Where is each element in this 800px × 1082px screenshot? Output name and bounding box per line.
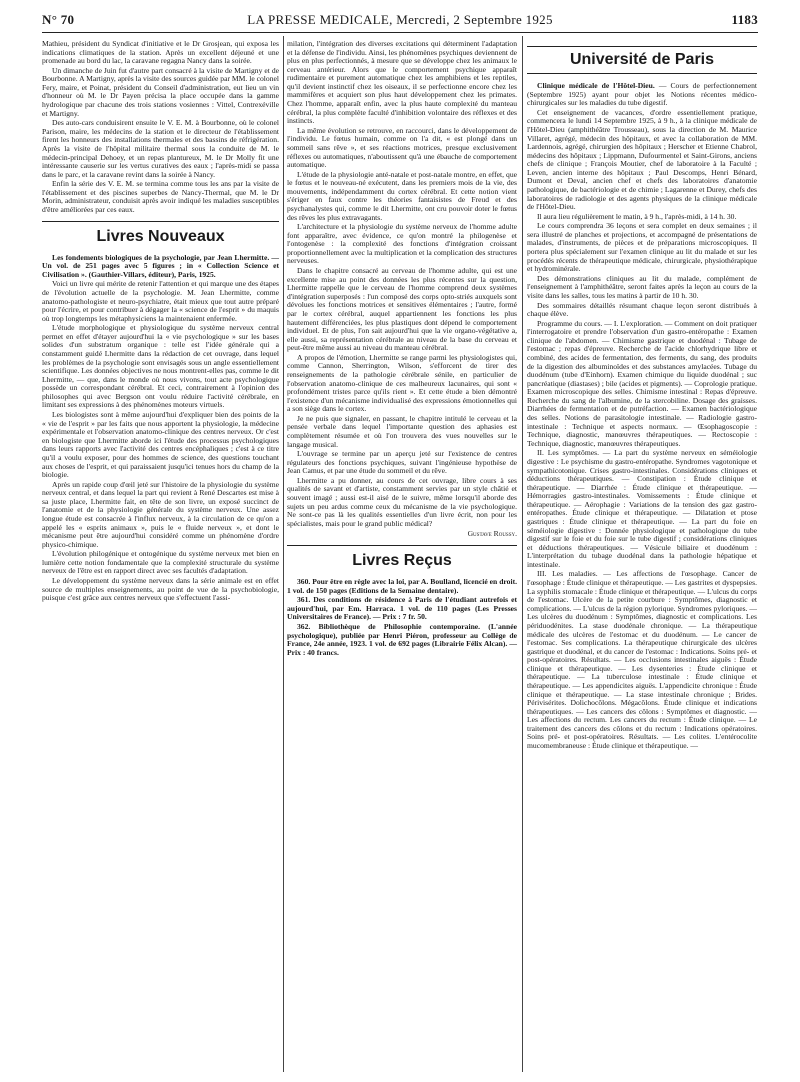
paragraph: Après un rapide coup d'œil jeté sur l'histoire de la physiologie du système nerveux central, et dans lequel la part qui revient à René Descartes est mise à sa juste place, Lhermitte fait, en tête de son livre, un exposé succinct de l'anatomie et de la physiologie générale du système nerveux. Une assez longue étude est consacrée à l'influx nerveux, à la circulation de ce qu'on a appelé les « esprits animaux », puis le « fluide nerveux », et dont le mécanisme peut être aujourd'hui considéré comme un phénomène d'ordre physico-chimique.	[42, 479, 279, 549]
paragraph: Dans le chapitre consacré au cerveau de l'homme adulte, qui est une excellente mise au point des données les plus récentes sur la question, Lhermitte rappelle que le cerveau de l'homme comprend deux systèmes d'intégration superposés : l'un composé des corps opto-striés auxquels sont dévolues les fonctions motrices et sensitives élémentaires ; l'autre, formé par le cortex cérébral, auquel appartiennent les fonctions les plus hautement différenciées, les plus plastiques dont dépend le comportement individuel. Et de plus, l'on sait aujourd'hui que la vie organo-végétative a, elle aussi, sa représentation cérébrale au niveau de la base du cerveau et peut-être même aussi au niveau du manteau cérébral.	[287, 266, 517, 353]
signature: Gustave Roussy.	[467, 529, 517, 539]
received-book-entry: 362. Bibliothèque de Philosophie contemporaine. (L'année psychologique), publiée par Henri Piéron, professeur au Collège de France, 24e année, 1923. 1 vol. de 692 pages (Librairie Félix Alcan). — Prix : 40 francs.	[287, 621, 517, 657]
book-reference: Les fondements biologiques de la psychologie, par Jean Lhermitte. — Un vol. de 251 pages avec 5 figures ; in « Collection Science et Civilisation ». (Gauthier-Villars, éditeur), Paris, 1925.	[42, 252, 279, 279]
paragraph: L'ouvrage se termine par un aperçu jeté sur l'existence de centres régulateurs des fonctions psychiques, suivant l'ingénieuse hypothèse de Jean Camus, et par une étude du sommeil et du rêve.	[287, 449, 517, 476]
paragraph-text: — Cours de perfectionnement (Septembre 1925) ayant pour objet les Notions récentes médico-chirurgicales sur les maladies du tube digestif.	[527, 81, 757, 108]
issue-number: N° 70	[42, 12, 75, 27]
paragraph: A propos de l'émotion, Lhermitte se range parmi les physiologistes qui, comme Cannon, Sherrington, Wilson, s'efforcent de tirer des renseignements de la pathologie cérébrale sénile, en particulier de l'observation anatomo-clinique de ces malheureux lacunaires, qui sont « profondément tristes parce qu'ils rient ». Et cette étude a bien démontré l'existence d'un mécanisme individualisé des expressions émotionnelles qui a son siège dans le cortex.	[287, 352, 517, 414]
paragraph: milation, l'intégration des diverses excitations qui déterminent l'adaptation et la défense de l'individu. Ainsi, les phénomènes psychiques deviennent de plus en plus perfectionnés, à mesure que se développe chez les animaux le cerveau antérieur. Alors que le comportement psychique apparaît rudimentaire et purement automatique chez les amphibiens et les reptiles, qu'il devient instinctif chez les oiseaux, il se perfectionne encore chez les mammifères et acquiert son plus haut développement chez les primates. Chez l'homme, apparaît enfin, avec la plus haute complexité du manteau cérébral, la plus complète faculté d'inhibition volontaire des réflexes et des instincts.	[287, 39, 517, 126]
paragraph: Le développement du système nerveux dans la série animale est en effet source de multiples enseignements, au point de vue de la psychobiologie, puisque c'est grâce aux centres nerveux que s'effectuent l'assi-	[42, 576, 279, 603]
column-rule-right	[522, 36, 523, 1072]
page-number: 1183	[731, 12, 758, 27]
paragraph: Voici un livre qui mérite de retenir l'attention et qui marque une des étapes de l'évolution actuelle de la psychologie. M. Jean Lhermitte, comme anatomo-pathologiste et neuro-psychiatre, était mieux que tout autre préparé pour l'écrire, et pour contribuer à dégager la « science de l'esprit » du maquis où trop longtemps les métaphysiciens la maintenaient enfermée.	[42, 279, 279, 323]
paragraph: L'évolution philogénique et ontogénique du système nerveux met bien en lumière cette notion fondamentale que la complexité structurale du système nerveux de l'être est en rapport direct avec ses facultés d'adaptation.	[42, 549, 279, 576]
column-left	[42, 40, 279, 604]
paragraph: Des démonstrations cliniques au lit du malade, complément de l'enseignement à l'amphithéâtre, seront faites après la leçon au cours de la visite dans les salles, tous les matins à partir de 10 h. 30.	[527, 273, 757, 300]
paragraph: Enfin la série des V. E. M. se termina comme tous les ans par la visite de l'établissement et des piscines superbes de Nancy-Thermal, que M. le Dr Morin, administrateur, conduisit après avoir indiqué les maladies susceptibles d'être améliorées par ces eaux.	[42, 179, 279, 214]
journal-title: LA PRESSE MEDICALE, Mercredi, 2 Septembre 1925	[247, 12, 553, 27]
paragraph: Des sommaires détaillés résumant chaque leçon seront distribués à chaque élève.	[527, 300, 757, 319]
column-middle	[287, 40, 517, 658]
clinic-subheading: Clinique médicale de l'Hôtel-Dieu.	[537, 81, 655, 91]
paragraph: L'étude morphologique et physiologique du système nerveux central permet en effet d'étayer aujourd'hui la « vie psychologique » sur les bases solides d'un substratum organique : telle est l'idée générale qui a constamment guidé Lhermitte dans la rédaction de cet ouvrage, dans lequel les problèmes de la psychologie sont envisagés sous un angle essentiellement scientifique. Les données objectives ne nous montrent-elles pas, comme le dit Lhermitte, — que, dans le monde où nous vivons, tout acte psychologique possède un correspondant cérébral. Et ceci, contrairement à l'opinion des philosophes qui avec Bergson ont voulu réduire l'activité cérébrale, en limitant ses expressions à des phénomènes moteurs virtuels.	[42, 323, 279, 410]
received-book-entry: 361. Des conditions de résidence à Paris de l'étudiant autrefois et aujourd'hui, par Em. Harraca. 1 vol. de 110 pages (Les Presses Universitaires de France). — Prix : 7 fr. 50.	[287, 595, 517, 622]
column-right	[527, 40, 757, 752]
column-rule-left	[283, 36, 284, 1072]
section-heading-livres-recus: Livres Reçus	[352, 551, 452, 569]
paragraph	[527, 82, 757, 108]
paragraph: Les biologistes sont à même aujourd'hui d'expliquer bien des points de la « vie de l'esprit » par les faits que nous apportent la physiologie, la médecine expérimentale et l'observation anatomo-clinique des centres nerveux. Or c'est en biologiste que Lhermitte aborde ici l'étude des processus psychologiques dans leurs rapports avec l'activité des centres encéphaliques ; c'est à ce titre qu'il a voulu exposer, pour des hommes de science, des questions touchant aux choses de l'esprit, et qui paraissaient jusqu'ici tenues hors du champ de la biologie.	[42, 410, 279, 480]
received-book-entry: 360. Pour être en règle avec la loi, par A. Boulland, licencié en droit. 1 vol. de 150 pages (Editions de la Semaine dentaire).	[287, 577, 517, 595]
paragraph: Cet enseignement de vacances, d'ordre essentiellement pratique, commencera le lundi 14 Septembre 1925, à 9 h., à la clinique médicale de l'Hôtel-Dieu (amphithéâtre Trousseau), sous la direction de M. Maurice Villaret, agrégé, médecin des hôpitaux, et avec la collaboration de MM. Lardennois, agrégé, chirurgien des hôpitaux ; Herscher et Etienne Chabrol, médecins des hôpitaux ; Lippmann, Dufourmentel et Saint-Girons, anciens chefs de clinique ; François Moutier, chef de laboratoire à la Faculté ; Leven, ancien interne des hôpitaux ; Paul Descomps, Henri Bénard, Dumont et Deval, ancien chef et chefs des laboratoires d'anatomie pathologique, de bactériologie et de chimie ; Lagarenne et Durey, chefs des laboratoires de radiologie et des agents physiques de la clinique médicale de l'Hôtel-Dieu.	[527, 107, 757, 212]
paragraph: III. Les maladies. — Les affections de l'œsophage. Cancer de l'œsophage : Étude clinique et thérapeutique. — Les gastrites et dyspepsies. La syphilis stomacale : Étude clinique et thérapeutique. — L'ulcus du corps de l'estomac. Ulcère de la petite courbure : Symptômes, diagnostic et complications. — L'ulcus de la région pylorique. Syndromes pyloriques. — Les ulcères du duodénum : Symptômes, diagnostic et complications. Les périduodénites. La stase duodénale chronique. — La thérapeutique médicale des ulcères de l'estomac et du duodénum. — Le cancer de l'estomac. Ses complications. La thérapeutique chirurgicale des ulcères gastrique et duodénal, et du cancer de l'estomac : Indications. Soins pré- et post-opératoires. Résultats. — Les occlusions intestinales aiguës : Étude clinique et thérapeutique. — Les dysenteries : Étude clinique et thérapeutique. — La tuberculose intestinale : Étude clinique et thérapeutique. — Les appendicites aiguës. L'appendicite chronique : Étude clinique et thérapeutique. — La stase intestinale chronique ; Brides. Périvisérites. Dolichocôlons. Mégacôlons. Étude clinique et indications thérapeutiques. — Les cancers des côlons : Symptômes et diagnostic. — Les affections du rectum. Les cancers du rectum : Étude clinique. — Le traitement des cancers des côlons et du rectum : Indications opératoires. Soins pré- et post-opératoires. Résultats. — Les colites. L'entérocolite mucomembraneuse : Étude clinique et thérapeutique. —	[527, 569, 757, 751]
divider	[42, 221, 279, 222]
paragraph: Le cours comprendra 36 leçons et sera complet en deux semaines ; il sera illustré de planches et projections, et accompagné de présentations de malades, d'instruments, de pièces et de préparations microscopiques. Il portera plus spécialement sur l'examen clinique au lit du malade et sur les procédés récents de thérapeutique médicale, chirurgicale, physiothérapique et hydrominérale.	[527, 221, 757, 274]
paragraph: Des auto-cars conduisirent ensuite le V. E. M. à Bourbonne, où le colonel Parison, maire, les médecins de la station et le directeur de l'établissement firent les honneurs des installations thermales et des bassins de réfrigération. Après la visite de l'hôpital militaire thermal sous la conduite de M. le médecin-principal Dehoey, et un repas plantureux, M. le Dr Molly fit une intéressante causerie sur les vertus curatives des eaux ; l'après-midi se passa dans le parc, et la caravane revint dans la soirée à Nancy.	[42, 118, 279, 179]
paragraph: Lhermitte a pu donner, au cours de cet ouvrage, libre cours à ses qualités de savant et d'artiste, constamment servies par un style châtié et souvent imagé ; aussi est-il aisé de le suivre, même lorsqu'il aborde des sujets un peu ardus comme ceux du mécanisme de la vie psychologique. Ne sont-ce pas là les qualités essentielles d'un livre écrit, non pour les spécialistes, mais pour le grand public médical?	[287, 475, 517, 528]
paragraph: Je ne puis que signaler, en passant, le chapitre intitulé le cerveau et la pensée verbale dans lequel l'importante question des aphasies est complètement résumée et où l'on trouvera des vues nouvelles sur le langage musical.	[287, 413, 517, 449]
paragraph: L'architecture et la physiologie du système nerveux de l'homme adulte font apparaître, avec évidence, ce qu'on montré la philogenèse et l'ontogenèse : la complexité des fonctions d'intégration croissant proportionnellement avec la multiplication et la complication des structures nerveuses.	[287, 222, 517, 266]
section-heading-universite: Université de Paris	[527, 46, 757, 74]
paragraph: Mathieu, président du Syndicat d'initiative et le Dr Grosjean, qui exposa les indications climatiques de la station. Après un excellent déjeuné et une promenade au bord du lac, la caravane regagna Nancy dans la soirée.	[42, 39, 279, 66]
page-header	[42, 10, 758, 33]
paragraph: L'étude de la physiologie anté-natale et post-natale montre, en effet, que le fœtus et le nouveau-né exécutent, dans les premiers mois de la vie, des mouvements, indépendamment du cortex cérébral. Et cette notion vient s'ériger en faux contre les théories fantaisistes de Freud et des psychanalystes qui, comme le dit Lhermitte, ont cru pouvoir doter le fœtus des rêves les plus extravagants.	[287, 169, 517, 222]
paragraph: II. Les symptômes. — La part du système nerveux en séméiologie digestive : Le psychisme du gastro-entéropathe. Syndromes vagotonique et sympathicotonique. Crises gastro-intestinales. Considérations cliniques et déductions thérapeutiques. — Constipation : Étude clinique et thérapeutique. — Diarrhée : Étude clinique et thérapeutique. — Hémorragies gastro-intestinales. Vomissements : Étude clinique et thérapeutique. — Aérophagie : Variations de la tension des gaz gastro-entéropathes. Étude clinique et thérapeutique. — Dilatation et ptose gastriques : Étude clinique et thérapeutique. — La part du foie en séméiologie digestive : Donnée physiologique et pathologique du tube digestif sur le foie et du foie sur le tube digestif ; considérations cliniques et déductions thérapeutiques. — Vésicule biliaire et duodénum : L'interprétation du tubage duodénal dans la pathologie hépatique et intestinale.	[527, 448, 757, 569]
paragraph: Il aura lieu régulièrement le matin, à 9 h., l'après-midi, à 14 h. 30.	[537, 211, 737, 221]
section-heading-livres-nouveaux: Livres Nouveaux	[96, 227, 225, 245]
divider	[287, 545, 517, 546]
paragraph: Programme du cours. — I. L'exploration. — Comment on doit pratiquer l'interrogatoire et prendre l'observation d'un gastro-entéropathe : Examen clinique de l'abdomen. — Chimisme gastrique et duodénal : Tubage de l'estomac ; repas d'épreuve. Recherche de l'acide chlorhydrique libre et combiné, des acides de fermentation, des ferments, du sang, des produits de la digestion des albuminoïdes et des substances amylacées. Tubage du duodénum (tube d'Einhorn). Examen chimique du liquide duodénal ; suc pancréatique (diastases) ; bile (acides et pigments). — Coprologie pratique. Examen microscopique des selles. Chimisme intestinal : Repas d'épreuve. Recherche du sang de l'albumine, de la stercobiline. Dosage des graisses. Diarrhées de fermentation et de putréfaction. — Examen bactériologique des selles. Notions de parasitologie intestinale. — Radiologie gastro-intestinale : Technique et aspects normaux. — Œsophagoscopie : Technique, diagnostic, manœuvres thérapeutiques. — Rectoscopie : Technique, diagnostic, manœuvres thérapeutiques.	[527, 318, 757, 448]
paragraph: La même évolution se retrouve, en raccourci, dans le développement de l'individu. Le fœtus humain, comme on l'a dit, « est plongé dans un sommeil sans rêve », et ses réactions motrices, presque exclusivement réflexes ou automatiques, n'aboutissent qu'à une ébauche de comportement automatique.	[287, 125, 517, 170]
paragraph: Un dimanche de Juin fut d'autre part consacré à la visite de Martigny et de Bourbonne. A Martigny, après la visite des sources guidée par MM. le colonel Fery, maire, et Poinat, président du Conseil d'administration, eut lieu un vin d'honneur où M. le Dr Payen précisa la place occupée dans la gamme hydrologique par chacune des trois stations vosiennes : Vittel, Contrexéville et Martigny.	[42, 65, 279, 118]
